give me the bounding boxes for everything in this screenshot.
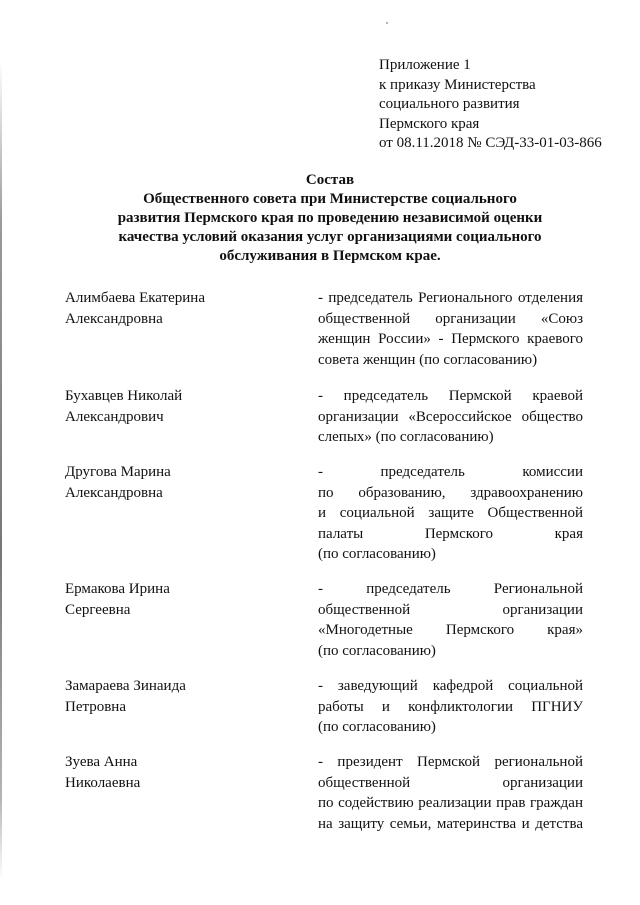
- member-role-line: - заведующий кафедрой социальной: [318, 678, 583, 694]
- document-title: [60, 171, 600, 266]
- scan-speck: [386, 22, 388, 24]
- title-line: Общественного совета при Министерстве социального: [143, 191, 517, 207]
- member-role-line: (по согласованию): [318, 719, 436, 735]
- member-name-line: Александровна: [65, 310, 163, 327]
- attachment-line: от 08.11.2018 № СЭД-33-01-03-866: [379, 135, 602, 151]
- member-role-line: по содействию реализации прав граждан: [318, 795, 583, 811]
- member-name: [65, 676, 186, 717]
- member-name: [65, 462, 171, 503]
- member-name: [65, 288, 205, 329]
- member-name-line: Петровна: [65, 698, 126, 715]
- member-name: [65, 386, 182, 427]
- member-role-line: - председатель Пермской краевой: [318, 388, 583, 404]
- member-role-line: общественной организации: [318, 601, 583, 618]
- attachment-header: [379, 56, 602, 154]
- member-name-line: Бухавцев Николай: [65, 388, 183, 404]
- member-role: [318, 288, 583, 370]
- member-role-line: (по согласованию): [318, 546, 436, 562]
- member-role: [318, 579, 583, 661]
- member-role-line: по образованию, здравоохранению: [318, 484, 583, 501]
- member-role-line: организации «Всероссийское общество: [318, 408, 583, 425]
- member-role-line: совета женщин (по согласованию): [318, 351, 538, 368]
- title-line: развития Пермского края по проведению независимой оценки: [117, 210, 543, 226]
- member-role-line: - председатель комиссии: [318, 464, 583, 480]
- member-name-line: Николаевна: [65, 774, 141, 791]
- member-name: [65, 579, 170, 620]
- member-name-line: Сергеевна: [65, 601, 131, 618]
- member-name-line: Другова Марина: [65, 464, 171, 480]
- member-role-line: общественной организации «Союз: [318, 310, 583, 327]
- member-role-line: «Многодетные Пермского края»: [318, 622, 583, 638]
- member-role-line: работы и конфликтологии ПГНИУ: [318, 698, 583, 715]
- scan-edge-shadow: [0, 60, 2, 880]
- member-role-line: палаты Пермского края: [318, 525, 583, 542]
- member-name-line: Зуева Анна: [65, 754, 138, 770]
- member-role-line: на защиту семьи, материнства и детства: [318, 815, 583, 832]
- member-name: [65, 752, 140, 793]
- member-name-line: Ермакова Ирина: [65, 581, 170, 597]
- attachment-line: социального развития: [379, 96, 520, 112]
- member-role-line: и социальной защите Общественной: [318, 505, 583, 521]
- member-role-line: (по согласованию): [318, 642, 436, 659]
- member-role-line: женщин России» - Пермского краевого: [318, 331, 583, 347]
- member-role: [318, 462, 583, 565]
- title-line: качества условий оказания услуг организациями социального: [118, 229, 542, 245]
- member-role-line: - председатель Региональной: [318, 581, 583, 597]
- member-name-line: Александрович: [65, 408, 164, 425]
- attachment-line: к приказу Министерства: [379, 76, 536, 93]
- title-line: обслуживания в Пермском крае.: [219, 248, 441, 264]
- member-role-line: слепых» (по согласованию): [318, 429, 494, 445]
- member-name-line: Александровна: [65, 484, 163, 501]
- attachment-line: Пермского края: [379, 115, 480, 132]
- member-name-line: Замараева Зинаида: [65, 678, 186, 694]
- member-role-line: общественной организации: [318, 774, 583, 791]
- member-role: [318, 386, 583, 448]
- member-role: [318, 752, 583, 834]
- attachment-line: Приложение 1: [379, 57, 471, 73]
- member-role: [318, 676, 583, 738]
- title-line: Состав: [305, 172, 355, 188]
- member-role-line: - президент Пермской региональной: [318, 754, 583, 770]
- member-role-line: - председатель Регионального отделения: [318, 290, 583, 306]
- member-name-line: Алимбаева Екатерина: [65, 290, 205, 306]
